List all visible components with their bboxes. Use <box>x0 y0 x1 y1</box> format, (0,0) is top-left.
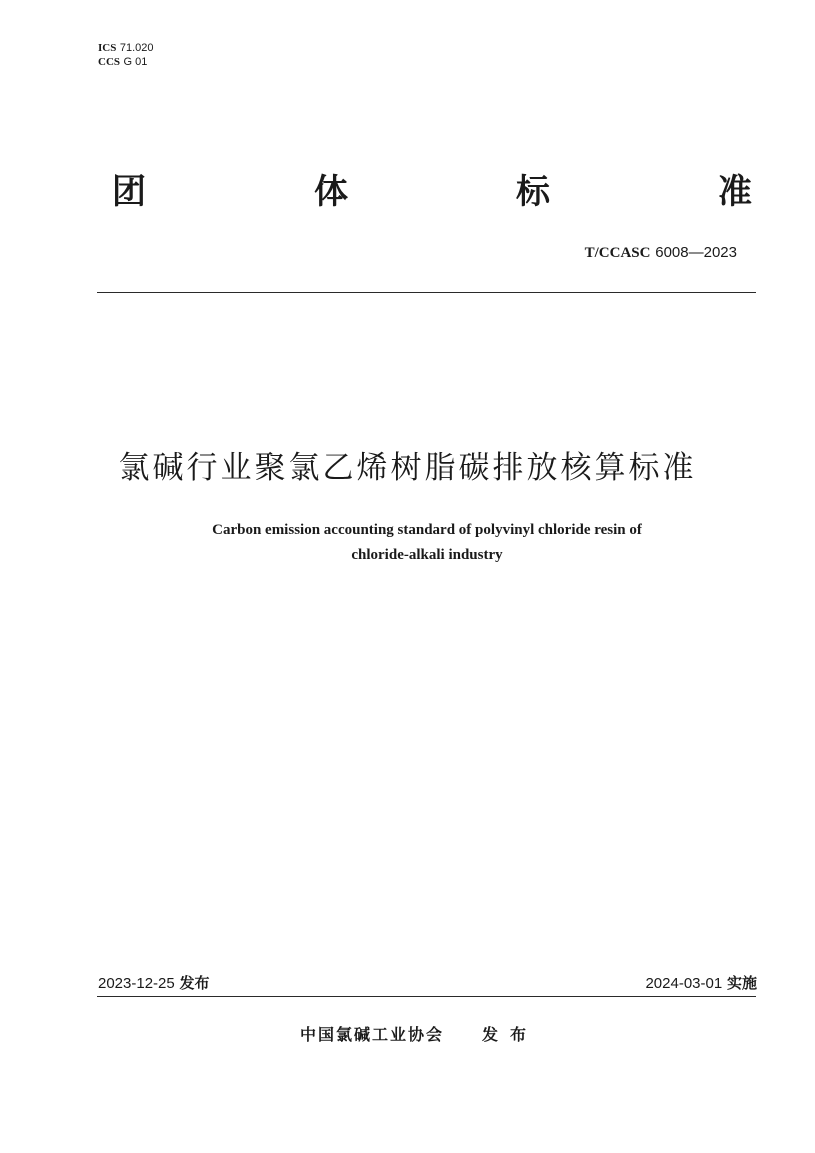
standard-number-prefix: T/CCASC <box>584 245 651 261</box>
standard-kind-char: 标 <box>516 171 550 212</box>
bottom-divider <box>97 996 756 997</box>
ics-value: 71.020 <box>119 42 154 54</box>
publisher <box>300 1022 538 1045</box>
standard-kind-char: 体 <box>314 171 348 212</box>
ccs-label: CCS <box>98 56 121 68</box>
standard-kind-char: 团 <box>112 171 146 212</box>
implementation-date-value: 2024-03-01 <box>645 975 723 992</box>
publisher-action: 发布 <box>482 1025 539 1044</box>
ccs-value: G 01 <box>123 56 148 68</box>
issue-date-word: 发布 <box>179 974 210 992</box>
title-english-line: chloride-alkali industry <box>351 547 503 563</box>
ics-label: ICS <box>98 42 117 54</box>
publisher-organization: 中国氯碱工业协会 <box>300 1025 445 1044</box>
standard-kind-char: 准 <box>718 171 752 212</box>
title-chinese: 氯碱行业聚氯乙烯树脂碳排放核算标准 <box>118 450 697 486</box>
title-english-line: Carbon emission accounting standard of polyvinyl chloride resin of <box>212 522 642 538</box>
standard-number-value: 6008—2023 <box>655 244 737 261</box>
classification-codes <box>98 41 154 69</box>
implementation-date <box>645 972 757 993</box>
issue-date-value: 2023-12-25 <box>98 975 175 992</box>
standard-kind-heading <box>112 163 752 213</box>
top-divider <box>97 292 756 293</box>
implementation-date-word: 实施 <box>726 974 757 992</box>
title-english <box>107 518 747 568</box>
ccs-code <box>98 55 154 69</box>
issue-date <box>98 972 210 993</box>
ics-code <box>98 41 154 55</box>
standard-number <box>585 243 737 262</box>
